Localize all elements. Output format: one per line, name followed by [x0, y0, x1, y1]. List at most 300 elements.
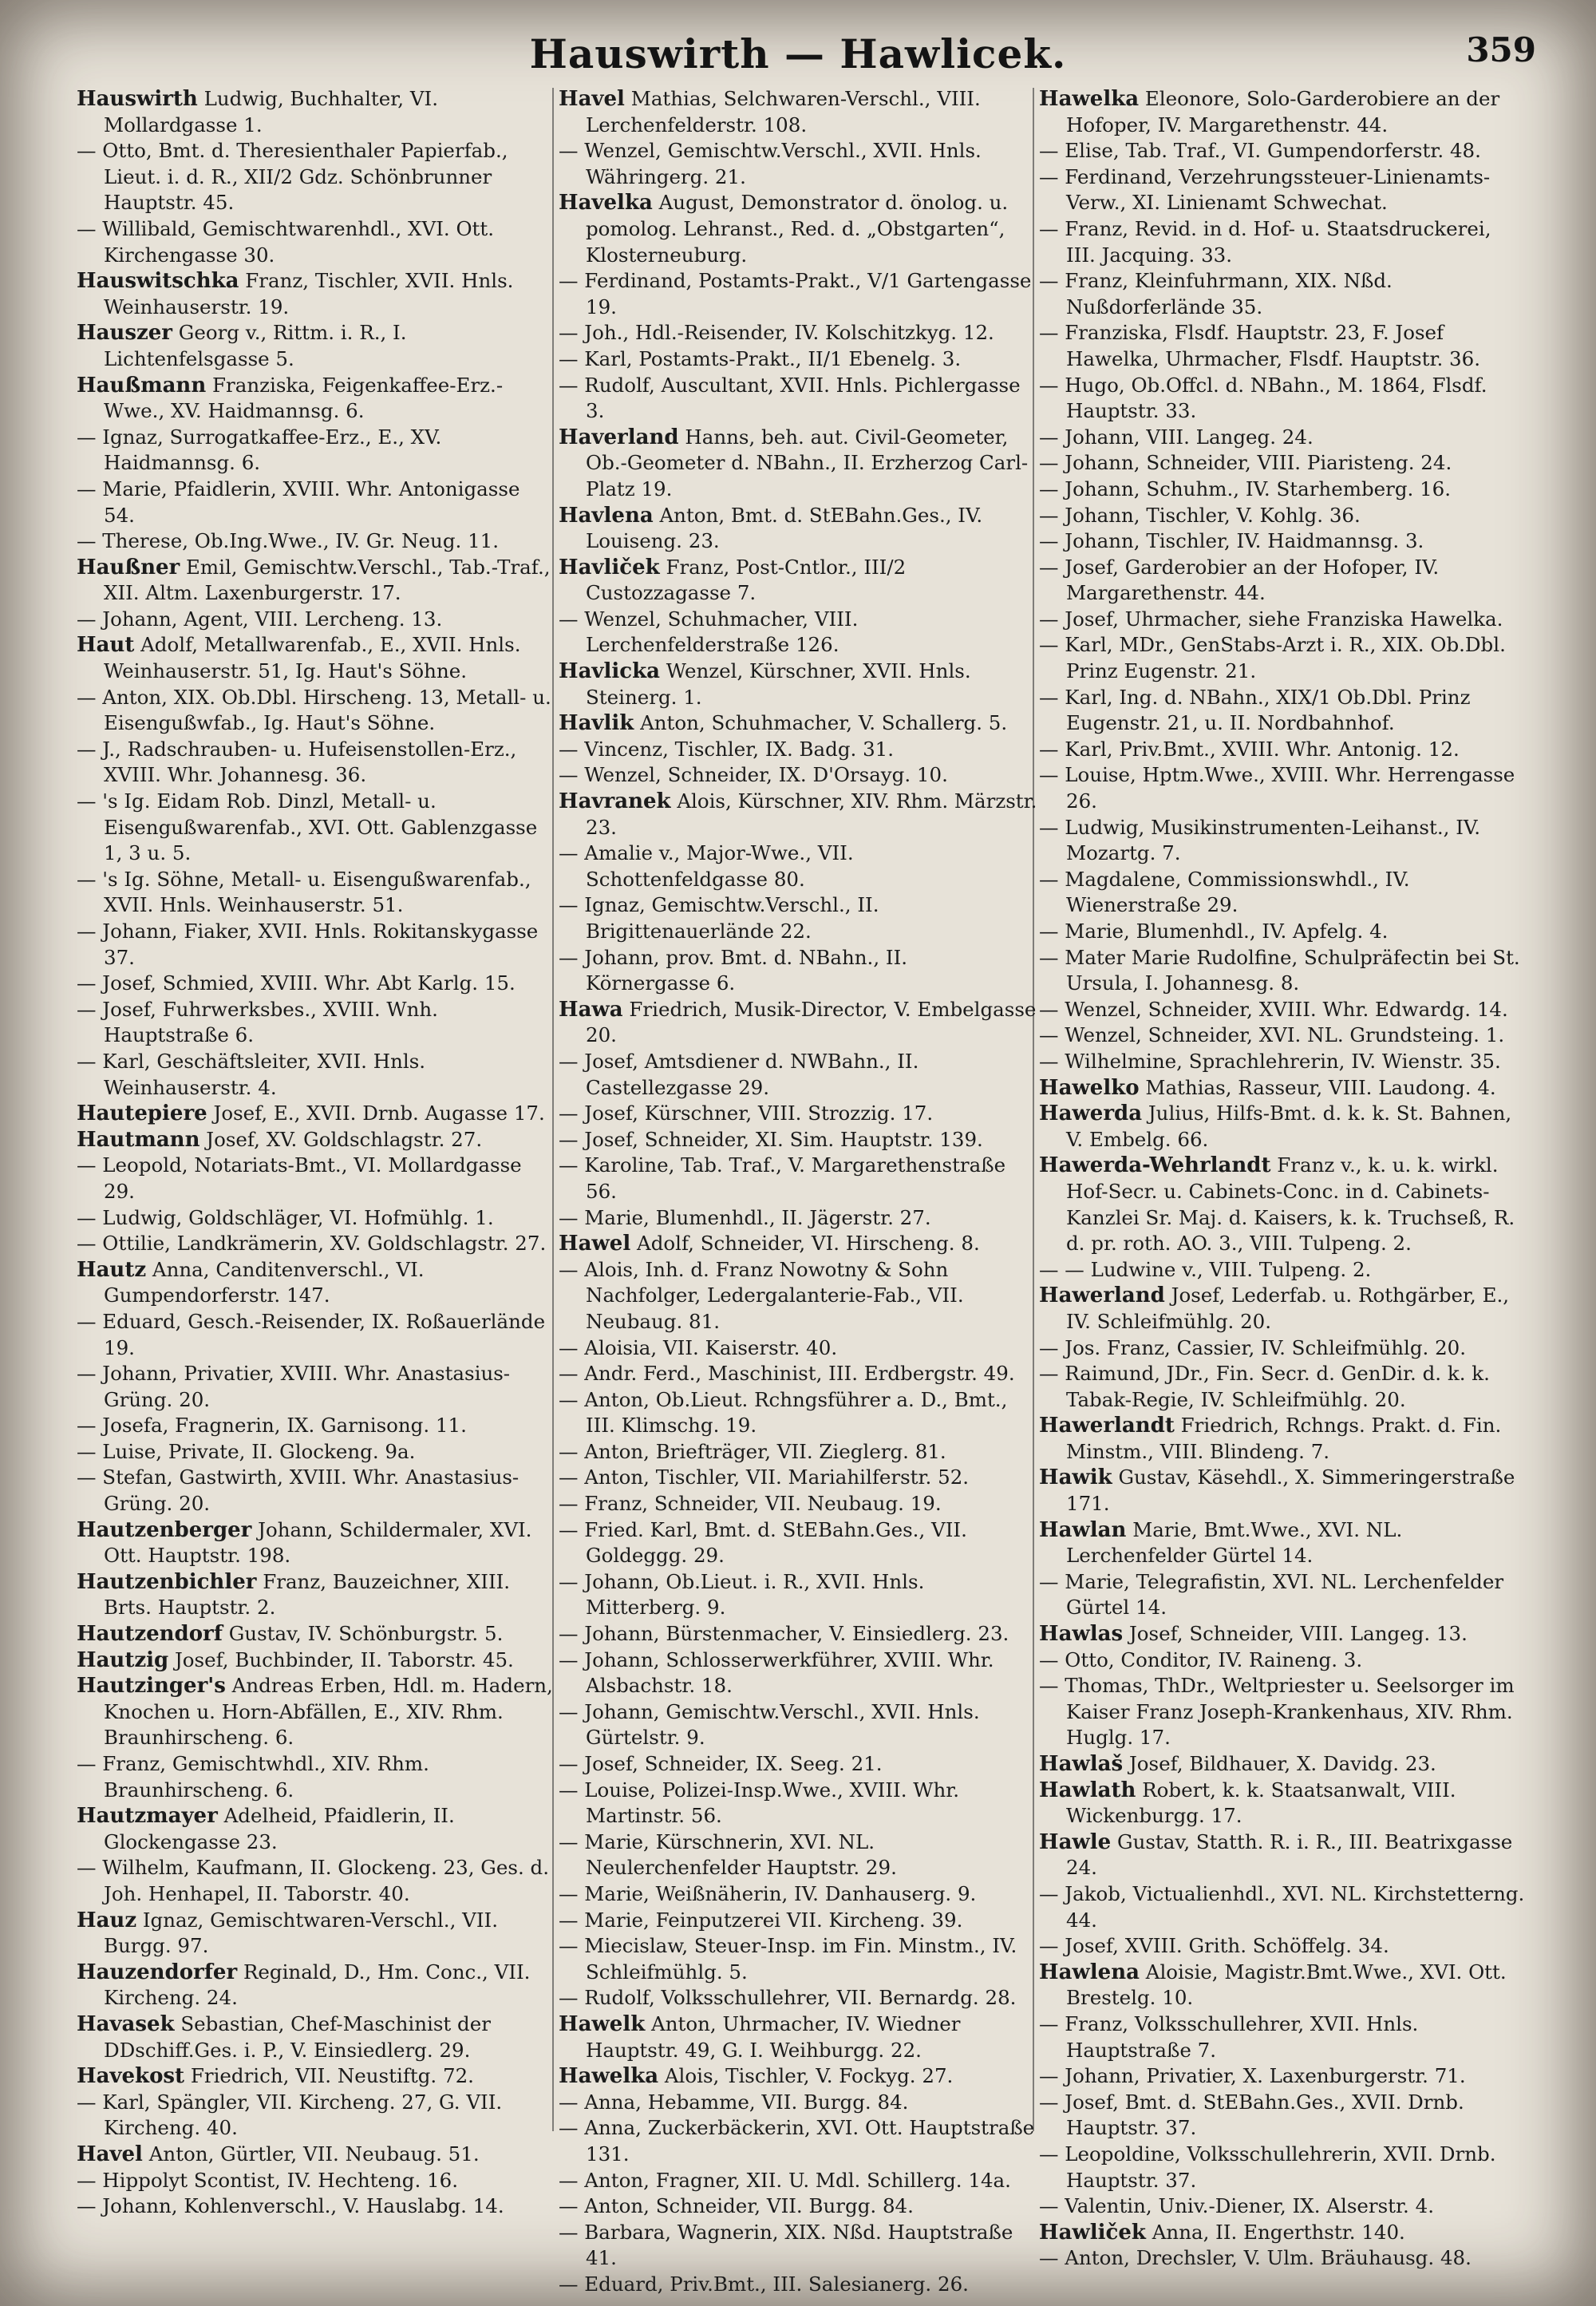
entry-details: — Johann, Tischler, V. Kohlg. 36. [1039, 503, 1361, 527]
directory-entry [77, 1101, 555, 1127]
directory-entry [1039, 632, 1526, 684]
directory-entry [559, 555, 1037, 607]
directory-entry [1039, 2090, 1526, 2142]
directory-entry [559, 425, 1037, 503]
directory-entry [559, 1465, 1037, 1491]
directory-entry [1039, 1283, 1526, 1335]
entry-details: — Johann, Bürstenmacher, V. Einsiedlerg. 23. [559, 1622, 1009, 1646]
directory-entry [1039, 2063, 1526, 2090]
entry-surname: Hautzenbichler [77, 1569, 257, 1594]
entry-details: — 's Ig. Eidam Rob. Dinzl, Metall- u. Eisengußwarenfab., XVI. Ott. Gablenzgasse 1, 3 u. 5. [77, 789, 538, 865]
entry-surname: Havlena [559, 503, 654, 528]
entry-details: — Josef, Garderobier an der Hofoper, IV. Margarethenstr. 44. [1039, 555, 1440, 605]
entry-details: Franz v., k. u. k. wirkl. Hof-Secr. u. Cabinets-Conc. in d. Cabinets-Kanzlei Sr. Maj. d. Kaisers, k. k. Truchseß, R. d. pr. roth. AO. 3., VIII. Tulpeng. 2. [1066, 1153, 1515, 1256]
directory-entry [77, 1517, 555, 1569]
entry-surname: Havel [559, 87, 625, 111]
entry-details: — Josef, Bmt. d. StEBahn.Ges., XVII. Drnb. Hauptstr. 37. [1039, 2090, 1464, 2140]
directory-entry [1039, 685, 1526, 737]
entry-details: — Luise, Private, II. Glockeng. 9a. [77, 1439, 416, 1463]
entry-surname: Hautzinger's [77, 1674, 226, 1699]
entry-details: Franz, Bauzeichner, XIII. Brts. Hauptstr. 2. [104, 1569, 511, 1620]
directory-entry [77, 2090, 555, 2142]
column-1 [77, 86, 555, 2220]
entry-details: Anton, Schuhmacher, V. Schallerg. 5. [634, 711, 1008, 735]
directory-entry [1039, 1881, 1526, 1933]
directory-entry [77, 919, 555, 971]
entry-details: — Fried. Karl, Bmt. d. StEBahn.Ges., VII. Goldeggg. 29. [559, 1517, 967, 1568]
entry-details: Anton, Uhrmacher, IV. Wiedner Hauptstr. 49, G. I. Weihburgg. 22. [586, 2011, 961, 2062]
entry-details: Josef, E., XVII. Drnb. Augasse 17. [207, 1102, 545, 1125]
entry-details: — Joh., Hdl.-Reisender, IV. Kolschitzkyg. 12. [559, 321, 994, 345]
entry-details: — Wilhelmine, Sprachlehrerin, IV. Wienstr. 35. [1039, 1049, 1501, 1073]
entry-surname: Hawelko [1039, 1075, 1140, 1100]
entry-details: — Jos. Franz, Cassier, IV. Schleifmühlg. 20. [1039, 1335, 1467, 1359]
entry-details: — Rudolf, Auscultant, XVII. Hnls. Pichlergasse 3. [559, 373, 1021, 423]
entry-details: — Barbara, Wagnerin, XIX. Nßd. Hauptstraße 41. [559, 2220, 1013, 2270]
directory-entry [1039, 268, 1526, 320]
entry-surname: Hawik [1039, 1465, 1112, 1490]
directory-entry [559, 2168, 1037, 2194]
directory-entry [1039, 2142, 1526, 2193]
directory-entry [559, 2063, 1037, 2090]
page-number: 359 [1466, 30, 1536, 69]
entry-details: — Hippolyt Scontist, IV. Hechteng. 16. [77, 2168, 459, 2192]
entry-surname: Hautz [77, 1257, 147, 1282]
column-2 [559, 86, 1037, 2297]
directory-entry [1039, 1829, 1526, 1881]
entry-details: — Leopold, Notariats-Bmt., VI. Mollardgasse 29. [77, 1153, 522, 1203]
directory-entry [559, 1517, 1037, 1569]
entry-details: — Marie, Feinputzerei VII. Kircheng. 39. [559, 1908, 963, 1932]
entry-details: — Josef, Schneider, XI. Sim. Hauptstr. 139. [559, 1127, 983, 1151]
entry-details: Eleonore, Solo-Garderobiere an der Hofoper, IV. Margarethenstr. 44. [1066, 87, 1500, 136]
directory-entry [1039, 1257, 1526, 1284]
entry-details: — Marie, Blumenhdl., II. Jägerstr. 27. [559, 1205, 931, 1229]
entry-surname: Hawlan [1039, 1517, 1127, 1542]
entry-details: Andreas Erben, Hdl. m. Hadern, Knochen u. Horn-Abfällen, E., XIV. Rhm. Braunhirscheng. 6. [104, 1674, 553, 1750]
directory-entry [559, 320, 1037, 346]
entry-surname: Havekost [77, 2064, 185, 2089]
entry-surname: Hawerlandt [1039, 1414, 1175, 1438]
page-header [0, 14, 1596, 80]
entry-details: — Rudolf, Volksschullehrer, VII. Bernardg. 28. [559, 1986, 1017, 2010]
entry-details: — Wenzel, Gemischtw.Verschl., XVII. Hnls. Währingerg. 21. [559, 139, 982, 188]
entry-details: Friedrich, VII. Neustiftg. 72. [184, 2064, 474, 2088]
directory-entry [559, 710, 1037, 737]
entry-details: — Josef, Uhrmacher, siehe Franziska Hawelka. [1039, 607, 1503, 631]
entry-details: — Johann, Agent, VIII. Lercheng. 13. [77, 607, 443, 631]
entry-details: Anna, II. Engerthstr. 140. [1145, 2220, 1405, 2244]
entry-details: Johann, Schildermaler, XVI. Ott. Hauptstr. 198. [104, 1517, 532, 1568]
directory-entry [559, 1699, 1037, 1751]
entry-surname: Hawelka [559, 2064, 659, 2089]
entry-details: — Johann, Kohlenverschl., V. Hauslabg. 14. [77, 2194, 504, 2218]
directory-entry [77, 997, 555, 1049]
entry-details: Josef, XV. Goldschlagstr. 27. [200, 1127, 483, 1151]
directory-entry [559, 789, 1037, 841]
directory-entry [559, 86, 1037, 138]
directory-entry [559, 1231, 1037, 1257]
entry-surname: Hautzendorf [77, 1622, 223, 1647]
directory-entry [1039, 1673, 1526, 1751]
directory-entry [559, 190, 1037, 268]
entry-details: Mathias, Selchwaren-Verschl., VIII. Lerchenfelderstr. 108. [586, 87, 981, 136]
directory-entry [1039, 425, 1526, 451]
entry-details: — Anton, XIX. Ob.Dbl. Hirscheng. 13, Metall- u. Eisengußwfab., Ig. Haut's Söhne. [77, 685, 551, 735]
directory-entry [77, 477, 555, 528]
entry-details: — Johann, Privatier, XVIII. Whr. Anastasius-Grüng. 20. [77, 1362, 511, 1411]
entry-details: August, Demonstrator d. önolog. u. pomolog. Lehranst., Red. d. „Obstgarten“, Klosterneuburg. [586, 191, 1009, 267]
directory-entry [559, 503, 1037, 555]
entry-details: Alois, Tischler, V. Fockyg. 27. [658, 2064, 954, 2088]
directory-entry [1039, 1049, 1526, 1075]
directory-entry [1039, 607, 1526, 633]
directory-entry [559, 1621, 1037, 1647]
directory-entry [77, 1257, 555, 1309]
directory-entry [77, 2168, 555, 2194]
entry-details: — Eduard, Gesch.-Reisender, IX. Roßauerlände 19. [77, 1309, 546, 1359]
directory-entry [77, 138, 555, 216]
entry-details: Mathias, Rasseur, VIII. Laudong. 4. [1139, 1075, 1496, 1099]
entry-details: — Louise, Polizei-Insp.Wwe., XVIII. Whr. Martinstr. 56. [559, 1778, 960, 1828]
entry-details: — Anton, Fragner, XII. U. Mdl. Schillerg. 14a. [559, 2168, 1011, 2192]
entry-details: — Marie, Pfaidlerin, XVIII. Whr. Antonigasse 54. [77, 477, 520, 527]
entry-surname: Hauswitschka [77, 269, 239, 294]
entry-details: Emil, Gemischtw.Verschl., Tab.-Traf., XII. Altm. Laxenburgerstr. 17. [104, 555, 551, 605]
directory-entry [1039, 1621, 1526, 1647]
directory-entry [77, 2193, 555, 2220]
directory-entry [77, 971, 555, 997]
entry-details: — Aloisia, VII. Kaiserstr. 40. [559, 1335, 838, 1359]
entry-surname: Hautzenberger [77, 1517, 252, 1542]
entry-details: — Ignaz, Gemischtw.Verschl., II. Brigittenauerlände 22. [559, 893, 879, 943]
entry-details: Franziska, Feigenkaffee-Erz.-Wwe., XV. Haidmannsg. 6. [104, 373, 504, 423]
entry-details: — Franz, Schneider, VII. Neubaug. 19. [559, 1492, 942, 1516]
entry-details: — Johann, Schlosserwerkführer, XVIII. Whr. Alsbachstr. 18. [559, 1647, 994, 1698]
entry-surname: Havliček [559, 555, 660, 579]
entry-details: — Johann, Schuhm., IV. Starhemberg. 16. [1039, 477, 1452, 500]
entry-details: — Alois, Inh. d. Franz Nowotny & Sohn Nachfolger, Ledergalanterie-Fab., VII. Neubaug. 81. [559, 1257, 964, 1333]
entry-surname: Havranek [559, 789, 671, 814]
entry-details: — Franz, Gemischtwhdl., XIV. Rhm. Braunhirscheng. 6. [77, 1752, 429, 1802]
entry-details: — Marie, Blumenhdl., IV. Apfelg. 4. [1039, 920, 1389, 943]
entry-details: — — Ludwine v., VIII. Tulpeng. 2. [1039, 1257, 1372, 1281]
directory-entry [77, 1908, 555, 1960]
entry-details: Wenzel, Kürschner, XVII. Hnls. Steinerg. 1. [586, 659, 971, 709]
directory-entry [1039, 1335, 1526, 1362]
entry-surname: Hautepiere [77, 1102, 207, 1126]
directory-entry [1039, 1517, 1526, 1569]
directory-entry [559, 1751, 1037, 1778]
entry-surname: Hawelk [559, 2011, 646, 2036]
entry-surname: Hawlaš [1039, 1752, 1124, 1776]
entry-details: — Andr. Ferd., Maschinist, III. Erdbergstr. 49. [559, 1362, 1015, 1386]
entry-details: — Ludwig, Musikinstrumenten-Leihanst., IV. Mozartg. 7. [1039, 815, 1481, 865]
entry-details: — Anton, Ob.Lieut. Rchngsführer a. D., Bmt., III. Klimschg. 19. [559, 1387, 1008, 1438]
directory-entry [77, 86, 555, 138]
directory-entry [559, 659, 1037, 710]
entry-details: Friedrich, Musik-Director, V. Embelgasse 20. [586, 997, 1037, 1047]
directory-entry [77, 555, 555, 607]
directory-entry [77, 1205, 555, 1232]
directory-entry [1039, 320, 1526, 372]
directory-entry [559, 138, 1037, 190]
directory-entry [559, 1829, 1037, 1881]
entry-details: — Ludwig, Goldschläger, VI. Hofmühlg. 1. [77, 1205, 494, 1229]
directory-entry [559, 1491, 1037, 1517]
entry-details: — Johann, VIII. Langeg. 24. [1039, 425, 1314, 449]
entry-details: Josef, Schneider, VIII. Langeg. 13. [1123, 1622, 1468, 1646]
entry-details: — Johann, Tischler, IV. Haidmannsg. 3. [1039, 529, 1424, 553]
directory-entry [559, 1361, 1037, 1387]
entry-surname: Hauzendorfer [77, 1960, 238, 1984]
entry-details: Marie, Bmt.Wwe., XVI. NL. Lerchenfelder Gürtel 14. [1066, 1517, 1403, 1568]
entry-surname: Hawle [1039, 1829, 1112, 1854]
entry-details: — Ferdinand, Postamts-Prakt., V/1 Gartengasse 19. [559, 269, 1032, 318]
entry-details: Friedrich, Rchngs. Prakt. d. Fin. Minstm., VIII. Blindeng. 7. [1066, 1414, 1502, 1463]
directory-entry [77, 1855, 555, 1907]
entry-details: — Mater Marie Rudolfine, Schulpräfectin bei St. Ursula, I. Johannesg. 8. [1039, 945, 1520, 995]
entry-surname: Hawelka [1039, 87, 1140, 111]
directory-entry [77, 2142, 555, 2168]
directory-entry [1039, 503, 1526, 529]
entry-details: — Ottilie, Landkrämerin, XV. Goldschlagstr. 27. [77, 1232, 547, 1256]
entry-details: — Franziska, Flsdf. Hauptstr. 23, F. Josef Hawelka, Uhrmacher, Flsdf. Hauptstr. 36. [1039, 321, 1480, 370]
directory-entry [1039, 555, 1526, 607]
directory-entry [559, 1127, 1037, 1153]
entry-surname: Havlik [559, 711, 634, 736]
entry-surname: Haußner [77, 555, 180, 579]
directory-entry [559, 1881, 1037, 1908]
directory-entry [1039, 164, 1526, 216]
directory-entry [77, 1127, 555, 1153]
entry-details: — Jakob, Victualienhdl., XVI. NL. Kirchstetterng. 44. [1039, 1881, 1525, 1932]
entry-details: Adelheid, Pfaidlerin, II. Glockengasse 23. [104, 1804, 455, 1853]
directory-entry [1039, 945, 1526, 997]
entry-details: Adolf, Schneider, VI. Hirscheng. 8. [630, 1232, 980, 1256]
entry-details: — Josef, Amtsdiener d. NWBahn., II. Castellezgasse 29. [559, 1049, 919, 1099]
entry-details: — Johann, Fiaker, XVII. Hnls. Rokitanskygasse 37. [77, 920, 539, 969]
directory-entry [1039, 1960, 1526, 2011]
entry-details: — Valentin, Univ.-Diener, IX. Alserstr. 4. [1039, 2194, 1435, 2218]
entry-surname: Haverland [559, 425, 679, 449]
entry-details: — Franz, Kleinfuhrmann, XIX. Nßd. Nußdorferlände 35. [1039, 269, 1393, 318]
entry-details: — Johann, prov. Bmt. d. NBahn., II. Körnergasse 6. [559, 945, 908, 995]
entry-surname: Hautzmayer [77, 1804, 218, 1829]
entry-details: Aloisie, Magistr.Bmt.Wwe., XVI. Ott. Brestelg. 10. [1066, 1960, 1507, 2010]
entry-details: — Ferdinand, Verzehrungssteuer-Linienamts-Verw., XI. Linienamt Schwechat. [1039, 164, 1491, 215]
directory-entry [1039, 1933, 1526, 1960]
directory-entry [559, 1778, 1037, 1829]
directory-entry [77, 607, 555, 633]
directory-entry [1039, 1778, 1526, 1829]
directory-entry [1039, 1751, 1526, 1778]
column-3 [1039, 86, 1526, 2272]
directory-entry [1039, 1153, 1526, 1256]
directory-entry [559, 737, 1037, 763]
directory-entry [77, 528, 555, 555]
directory-entry [1039, 762, 1526, 814]
entry-details: — Wilhelm, Kaufmann, II. Glockeng. 23, Ges. d. Joh. Henhapel, II. Taborstr. 40. [77, 1856, 549, 1905]
entry-details: Alois, Kürschner, XIV. Rhm. Märzstr. 23. [586, 789, 1037, 839]
entry-details: — Otto, Conditor, IV. Raineng. 3. [1039, 1647, 1363, 1671]
directory-entry [77, 1465, 555, 1517]
entry-details: — Marie, Telegrafistin, XVI. NL. Lerchenfelder Gürtel 14. [1039, 1569, 1504, 1620]
entry-details: — Thomas, ThDr., Weltpriester u. Seelsorger im Kaiser Franz Joseph-Krankenhaus, XIV. Rhm. Huglg. 17. [1039, 1674, 1515, 1750]
entry-details: — Anton, Tischler, VII. Mariahilferstr. 52. [559, 1465, 970, 1489]
entry-details: — Johann, Ob.Lieut. i. R., XVII. Hnls. Mitterberg. 9. [559, 1569, 925, 1620]
directory-entry [559, 268, 1037, 320]
entry-details: — Josefa, Fragnerin, IX. Garnisong. 11. [77, 1414, 467, 1438]
directory-entry [559, 1569, 1037, 1621]
directory-entry [559, 1335, 1037, 1362]
entry-surname: Hauz [77, 1908, 137, 1932]
entry-details: — 's Ig. Söhne, Metall- u. Eisengußwarenfab., XVII. Hnls. Weinhauserstr. 51. [77, 867, 531, 917]
directory-entry [559, 1933, 1037, 1985]
directory-entry [77, 1569, 555, 1621]
entry-details: — Karl, Spängler, VII. Kircheng. 27, G. VII. Kircheng. 40. [77, 2090, 503, 2140]
directory-entry [1039, 1413, 1526, 1465]
directory-entry [559, 1205, 1037, 1232]
entry-surname: Hautmann [77, 1127, 200, 1152]
entry-details: Gustav, IV. Schönburgstr. 5. [222, 1622, 504, 1646]
entry-details: — Franz, Revid. in d. Hof- u. Staatsdruckerei, III. Jacquing. 33. [1039, 216, 1491, 267]
entry-details: Josef, Lederfab. u. Rothgärber, E., IV. Schleifmühlg. 20. [1066, 1284, 1510, 1333]
entry-details: — Anna, Hebamme, VII. Burgg. 84. [559, 2090, 909, 2114]
directory-entry [559, 607, 1037, 659]
directory-entry [77, 1231, 555, 1257]
directory-entry [77, 1751, 555, 1803]
entry-details: — Karl, Priv.Bmt., XVIII. Whr. Antonig. 12. [1039, 737, 1460, 761]
directory-entry [77, 373, 555, 425]
directory-entry [77, 632, 555, 684]
entry-details: Josef, Bildhauer, X. Davidg. 23. [1123, 1752, 1436, 1775]
entry-details: Ludwig, Buchhalter, VI. Mollardgasse 1. [104, 87, 439, 136]
entry-details: Josef, Buchbinder, II. Taborstr. 45. [168, 1647, 514, 1671]
entry-surname: Hawlath [1039, 1778, 1136, 1802]
entry-surname: Haußmann [77, 373, 207, 398]
directory-entry [559, 2115, 1037, 2167]
entry-details: Robert, k. k. Staatsanwalt, VIII. Wickenburgg. 17. [1066, 1778, 1456, 1828]
entry-surname: Hauswirth [77, 87, 198, 111]
directory-entry [559, 2220, 1037, 2272]
directory-entry [559, 2272, 1037, 2298]
directory-entry [1039, 2220, 1526, 2246]
directory-entry [559, 373, 1037, 425]
directory-entry [77, 867, 555, 919]
directory-entry [77, 2063, 555, 2090]
directory-entry [77, 685, 555, 737]
entry-details: Ignaz, Gemischtwaren-Verschl., VII. Burgg. 97. [104, 1908, 498, 1958]
directory-entry [1039, 2193, 1526, 2220]
entry-details: — Anton, Schneider, VII. Burgg. 84. [559, 2194, 914, 2218]
directory-entry [559, 1985, 1037, 2011]
entry-surname: Havlicka [559, 659, 660, 684]
entry-surname: Havel [77, 2142, 143, 2166]
entry-details: — Wenzel, Schneider, IX. D'Orsayg. 10. [559, 763, 948, 787]
directory-entry [559, 1908, 1037, 1934]
entry-details: — Therese, Ob.Ing.Wwe., IV. Gr. Neug. 11. [77, 529, 500, 553]
directory-entry [77, 789, 555, 867]
directory-entry [77, 1439, 555, 1465]
entry-details: — Leopoldine, Volksschullehrerin, XVII. Drnb. Hauptstr. 37. [1039, 2142, 1496, 2192]
directory-entry [77, 1049, 555, 1101]
directory-entry [559, 997, 1037, 1049]
entry-details: — Karl, MDr., GenStabs-Arzt i. R., XIX. Ob.Dbl. Prinz Eugenstr. 21. [1039, 633, 1506, 683]
entry-details: — Raimund, JDr., Fin. Secr. d. GenDir. d. k. k. Tabak-Regie, IV. Schleifmühlg. 20. [1039, 1362, 1490, 1411]
directory-entry [559, 1647, 1037, 1699]
entry-details: — Karoline, Tab. Traf., V. Margarethenstraße 56. [559, 1153, 1006, 1203]
entry-details: Reginald, D., Hm. Conc., VII. Kircheng. 24. [104, 1960, 531, 2010]
entry-details: Sebastian, Chef-Maschinist der DDschiff.Ges. i. P., V. Einsiedlerg. 29. [104, 2011, 491, 2062]
directory-entry [559, 1387, 1037, 1439]
directory-entry [559, 945, 1037, 997]
entry-details: Georg v., Rittm. i. R., I. Lichtenfelsgasse 5. [104, 321, 407, 370]
directory-entry [1039, 138, 1526, 164]
entry-details: Anna, Canditenverschl., VI. Gumpendorferstr. 147. [104, 1257, 425, 1307]
entry-details: — Josef, Fuhrwerksbes., XVIII. Wnh. Hauptstraße 6. [77, 997, 438, 1047]
directory-entry [77, 1673, 555, 1751]
entry-details: — Hugo, Ob.Offcl. d. NBahn., M. 1864, Flsdf. Hauptstr. 33. [1039, 373, 1487, 423]
directory-entry [1039, 997, 1526, 1023]
entry-details: — Josef, Schneider, IX. Seeg. 21. [559, 1752, 883, 1775]
entry-details: — Willibald, Gemischtwarenhdl., XVI. Ott. Kirchengasse 30. [77, 216, 495, 267]
directory-entry [559, 1153, 1037, 1204]
directory-entry [1039, 216, 1526, 268]
directory-entry [559, 892, 1037, 944]
directory-entry [1039, 737, 1526, 763]
directory-entry [77, 1153, 555, 1204]
entry-details: Hanns, beh. aut. Civil-Geometer, Ob.-Geometer d. NBahn., II. Erzherzog Carl-Platz 19. [586, 425, 1029, 500]
entry-details: Gustav, Käsehdl., X. Simmeringerstraße 171. [1066, 1465, 1515, 1516]
directory-entry [77, 1361, 555, 1413]
directory-entry [1039, 86, 1526, 138]
entry-details: — Karl, Geschäftsleiter, XVII. Hnls. Weinhauserstr. 4. [77, 1049, 426, 1099]
entry-details: — Anton, Briefträger, VII. Zieglerg. 81. [559, 1439, 946, 1463]
entry-details: Adolf, Metallwarenfab., E., XVII. Hnls. Weinhauserstr. 51, Ig. Haut's Söhne. [104, 633, 521, 683]
directory-entry [77, 425, 555, 477]
directory-entry [1039, 1361, 1526, 1413]
entry-details: Anton, Gürtler, VII. Neubaug. 51. [142, 2142, 480, 2166]
directory-entry [559, 2193, 1037, 2220]
entry-details: — Wenzel, Schneider, XVI. NL. Grundsteing. 1. [1039, 1023, 1505, 1047]
entry-details: — Josef, Kürschner, VIII. Strozzig. 17. [559, 1102, 934, 1125]
entry-details: — Stefan, Gastwirth, XVIII. Whr. Anastasius-Grüng. 20. [77, 1465, 519, 1516]
directory-entry [1039, 1647, 1526, 1674]
directory-entry [559, 346, 1037, 373]
directory-entry [1039, 867, 1526, 919]
entry-surname: Hawerda-Wehrlandt [1039, 1153, 1271, 1178]
entry-surname: Hawa [559, 997, 623, 1022]
directory-entry [559, 1257, 1037, 1335]
entry-surname: Hawliček [1039, 2220, 1146, 2245]
directory-entry [1039, 2245, 1526, 2272]
directory-entry [1039, 1569, 1526, 1621]
entry-details: Anton, Bmt. d. StEBahn.Ges., IV. Louiseng. 23. [586, 503, 983, 553]
directory-entry [559, 2011, 1037, 2063]
entry-surname: Hauszer [77, 321, 172, 346]
directory-entry [77, 2011, 555, 2063]
entry-details: — Anton, Drechsler, V. Ulm. Bräuhausg. 48. [1039, 2246, 1472, 2270]
entry-details: — Wenzel, Schuhmacher, VIII. Lerchenfelderstraße 126. [559, 607, 859, 657]
entry-surname: Hawlena [1039, 1960, 1140, 1984]
entry-details: Gustav, Statth. R. i. R., III. Beatrixgasse 24. [1066, 1829, 1513, 1880]
directory-entry [77, 1960, 555, 2011]
entry-surname: Havelka [559, 191, 653, 216]
directory-entry [77, 268, 555, 320]
directory-entry [559, 1049, 1037, 1101]
directory-entry [1039, 477, 1526, 503]
